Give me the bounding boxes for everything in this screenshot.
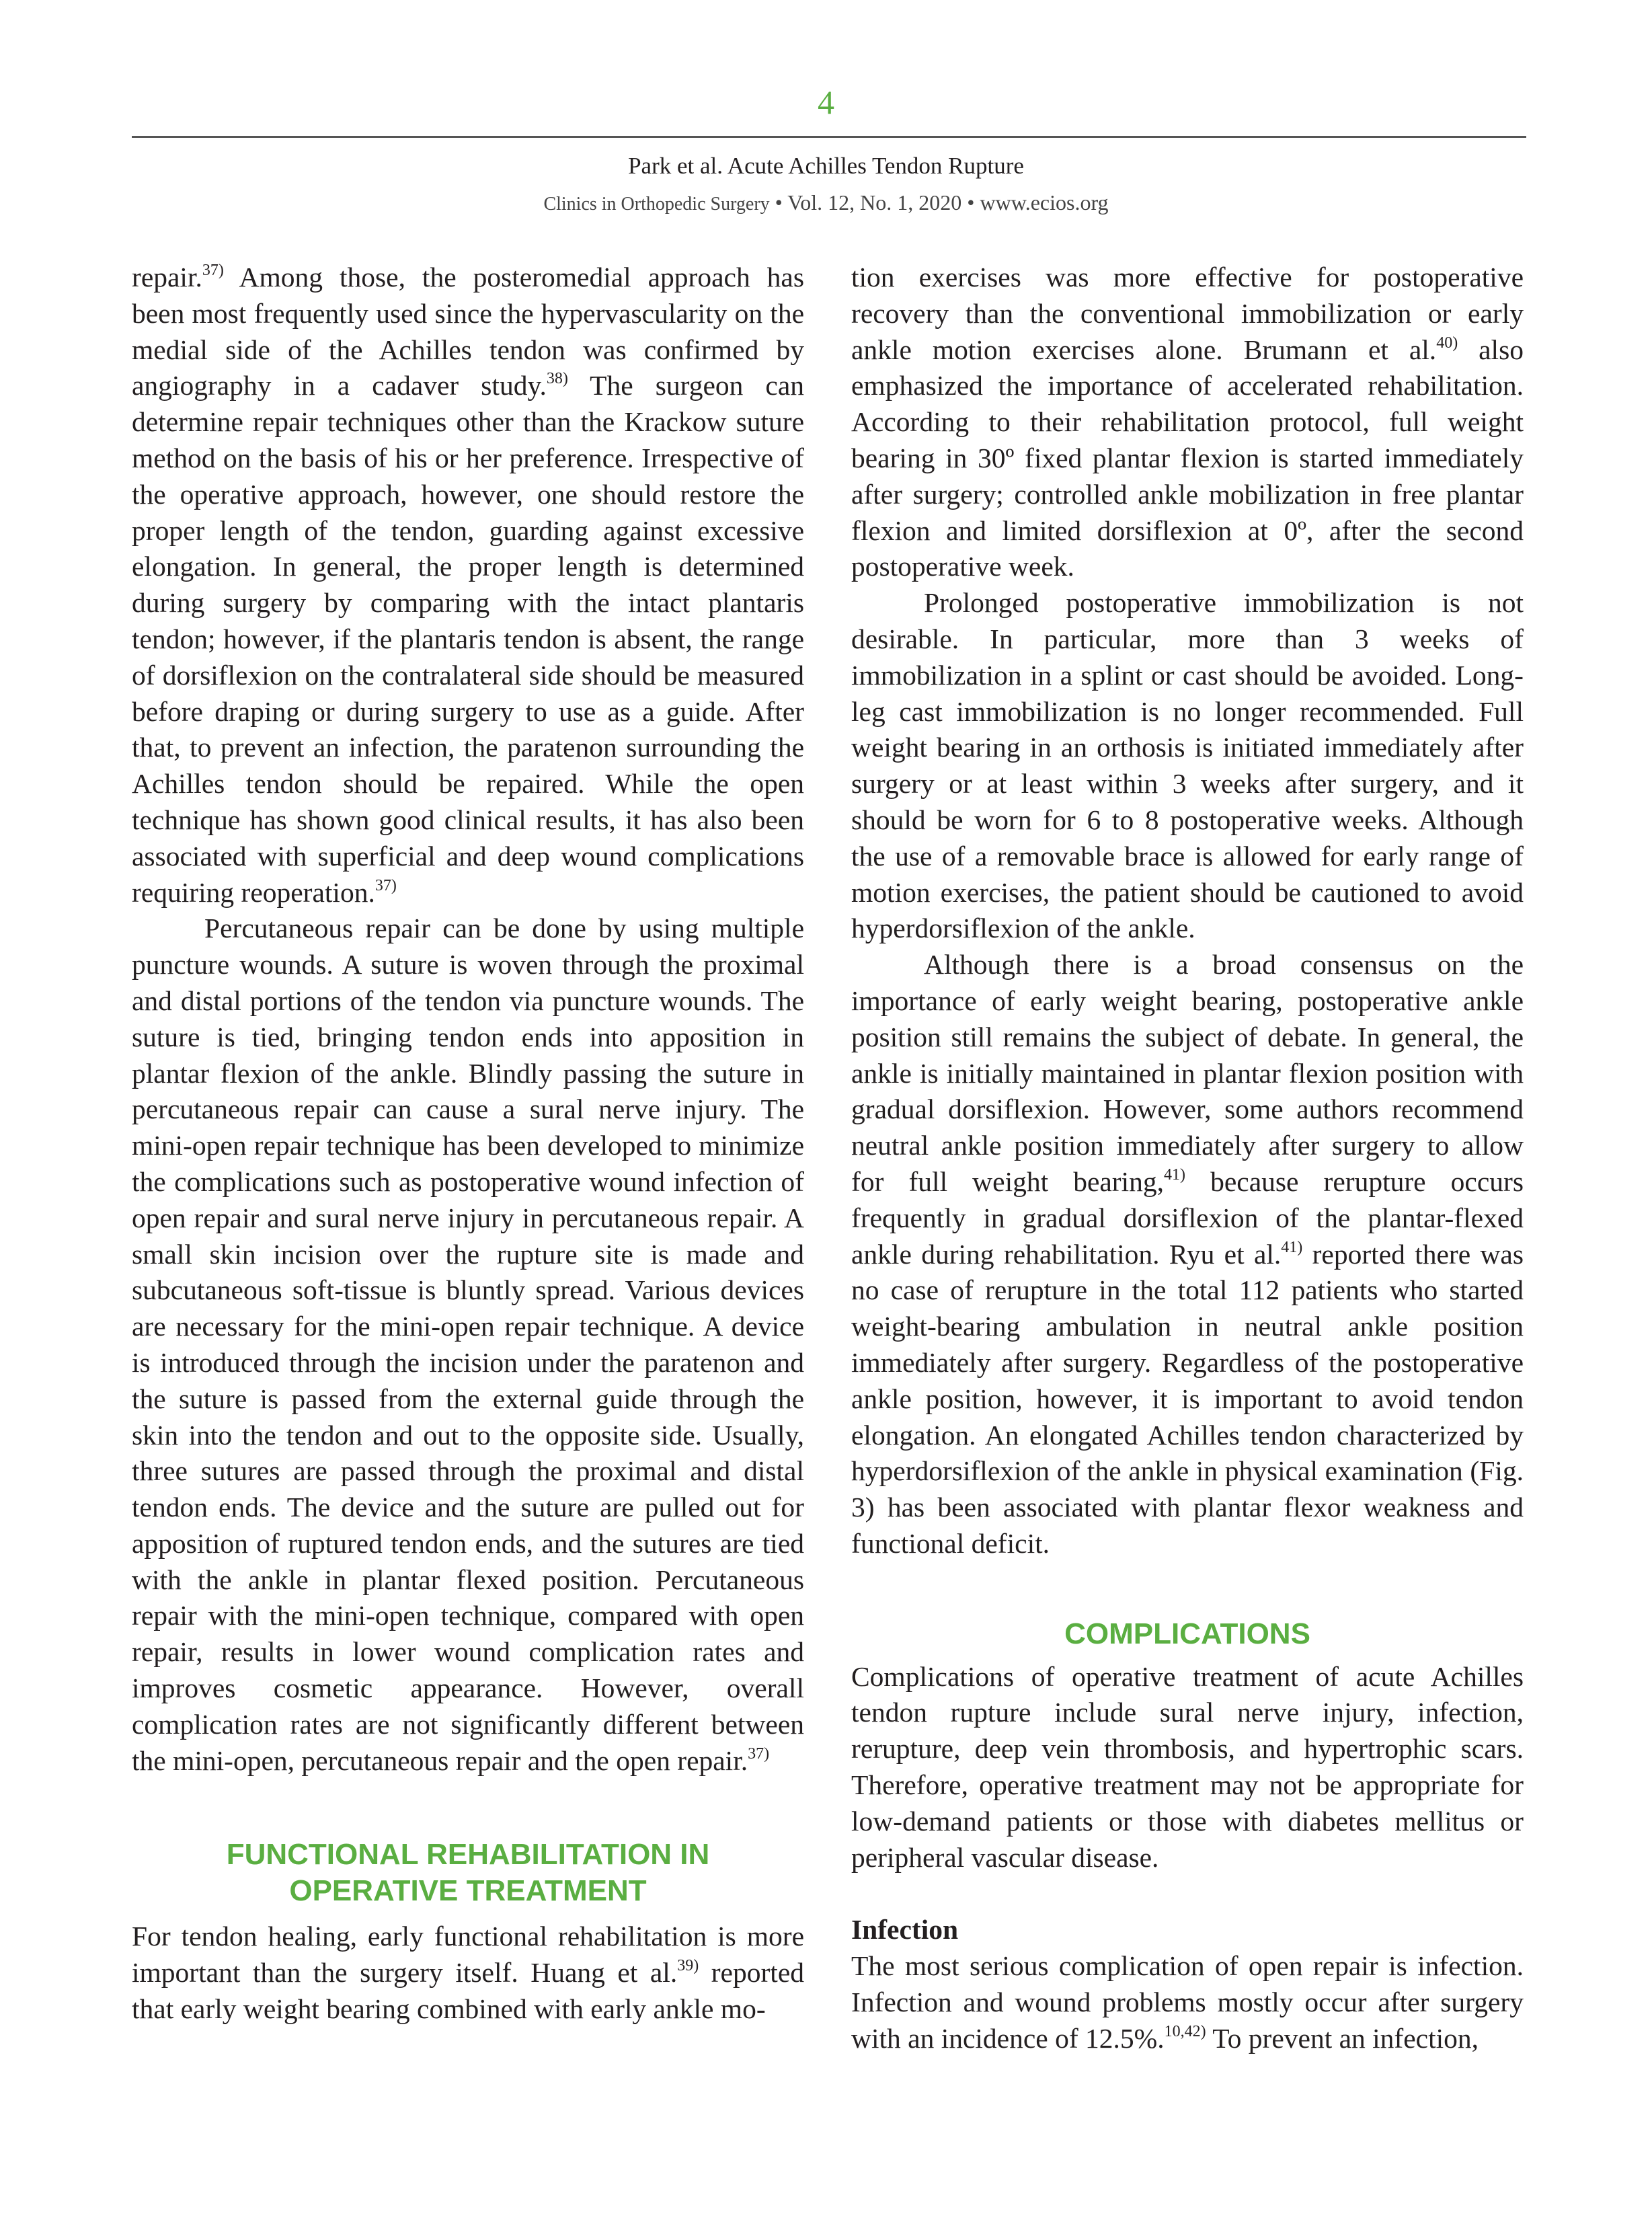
paragraph [851, 1948, 1524, 2056]
paragraph-text: To prevent an infection, [1206, 2022, 1479, 2054]
journal-line [0, 186, 1652, 221]
citation: 37) [375, 876, 397, 894]
journal-name: Clinics in Orthopedic Surgery [543, 194, 770, 215]
citation: 37) [748, 1744, 770, 1763]
right-column [851, 260, 1524, 2057]
citation: 40) [1436, 334, 1458, 352]
paragraph-text: also emphasized the importance of accelerated rehabilitation. According to their rehabilitation protocol, full weight bearing in 30º fixed plantar flexion is started immediately after surgery; controlled ankle mobilization in free plantar flexion and limited dorsiflexion at 0º, after the second postoperative week. [851, 334, 1524, 582]
page-number: 4 [818, 83, 834, 121]
journal-details: • Vol. 12, No. 1, 2020 • www.ecios.org [769, 190, 1109, 215]
paragraph-text: Complications of operative treatment of acute Achilles tendon rupture include sural nerve injury, infection, rerupture, deep vein thrombosis, and hypertrophic scars. Therefore, operative treatment may not be appropriate for low-demand patients or those with diabetes mellitus or peripheral vascular disease. [851, 1660, 1524, 1873]
paragraph [132, 1919, 804, 2027]
sub-heading: Infection [851, 1914, 959, 1946]
section-heading: COMPLICATIONS [1064, 1617, 1310, 1650]
citation: 41) [1281, 1238, 1303, 1256]
paragraph-text: The surgeon can determine repair techniques other than the Krackow suture method on the basis of his or her preference. Irrespective of the operative approach, however, one should restore the proper length of the tendon, guarding against excessive elongation. In general, the proper length is determined during surgery by comparing with the intact plantaris tendon; however, if the plantaris tendon is absent, the range of dorsiflexion on the contralateral side should be measured before draping or during surgery to use as a guide. After that, to prevent an infection, the paratenon surrounding the Achilles tendon should be repaired. While the open technique has shown good clinical results, it has also been associated with superficial and deep wound complications requiring reoperation. [132, 370, 804, 908]
paragraph-text: reported that early weight bearing combined with early ankle mo- [132, 1957, 804, 2025]
paragraph-text: The most serious complication of open repair is infection. Infection and wound problems mostly occur after surgery with an incidence of 12.5%. [851, 1950, 1524, 2054]
paragraph-text: Although there is a broad consensus on the importance of early weight bearing, postoperative ankle position still remains the subject of debate. In general, the ankle is initially maintained in plantar flexion position with gradual dorsiflexion. However, some authors recommend neutral ankle position immediately after surgery to allow for full weight bearing, [851, 949, 1524, 1197]
paragraph [132, 911, 804, 1779]
paragraph [851, 1659, 1524, 1876]
paragraph [851, 260, 1524, 585]
paragraph-text: because rerupture occurs frequently in gradual dorsiflexion of the plantar-flexed ankle during rehabilitation. Ryu et al. [851, 1165, 1524, 1270]
citation: 10,42) [1164, 2022, 1206, 2040]
section-heading: FUNCTIONAL REHABILITATION IN OPERATIVE TREATMENT [226, 1838, 710, 1908]
citation: 41) [1164, 1165, 1186, 1184]
header-rule [132, 136, 1526, 138]
paragraph-text: Among those, the posteromedial approach has been most frequently used since the hypervascularity on the medial side of the Achilles tendon was confirmed by angiography in a cadaver study. [132, 262, 804, 401]
paragraph-text: tion exercises was more effective for postoperative recovery than the conventional immobilization or early ankle motion exercises alone. Brumann et al. [851, 262, 1524, 365]
citation: 38) [546, 370, 568, 388]
citation: 37) [202, 262, 224, 279]
paragraph [851, 947, 1524, 1562]
left-column [132, 260, 804, 2028]
paragraph [132, 260, 804, 911]
paragraph-text: For tendon healing, early functional rehabilitation is more important than the surgery itself. Huang et al. [132, 1921, 804, 1989]
paragraph-text: Percutaneous repair can be done by using multiple puncture wounds. A suture is woven through the proximal and distal portions of the tendon via puncture wounds. The suture is tied, bringing tendon ends into apposition in plantar flexion of the ankle. Blindly passing the suture in percutaneous repair can cause a sural nerve injury. The mini-open repair technique has been developed to minimize the complications such as postoperative wound infection of open repair and sural nerve injury in percutaneous repair. A small skin incision over the rupture site is made and subcutaneous soft-tissue is bluntly spread. Various devices are necessary for the mini-open repair technique. A device is introduced through the incision under the paratenon and the suture is passed from the external guide through the skin into the tendon and out to the opposite side. Usually, three sutures are passed through the proximal and distal tendon ends. The device and the suture are pulled out for apposition of ruptured tendon ends, and the sutures are tied with the ankle in plantar flexed position. Percutaneous repair with the mini-open technique, compared with open repair, results in lower wound complication rates and improves cosmetic appearance. However, overall complication rates are not significantly different between the mini-open, percutaneous repair and the open repair. [132, 913, 804, 1776]
paragraph-text: reported there was no case of rerupture in the total 112 patients who started weight-bearing ambulation in neutral ankle position immediately after surgery. Regardless of the postoperative ankle position, however, it is important to avoid tendon elongation. An elongated Achilles tendon characterized by hyperdorsiflexion of the ankle in physical examination (Fig. 3) has been associated with plantar flexor weakness and functional deficit. [851, 1238, 1524, 1559]
running-title: Park et al. Acute Achilles Tendon Rupture [628, 153, 1024, 179]
paragraph-text: repair. [132, 262, 202, 293]
paragraph [851, 585, 1524, 947]
paragraph-text: Prolonged postoperative immobilization is not desirable. In particular, more than 3 weeks of immobilization in a splint or cast should be avoided. Long-leg cast immobilization is no longer recommended. Full weight bearing in an orthosis is initiated immediately after surgery or at least within 3 weeks after surgery, and it should be worn for 6 to 8 postoperative weeks. Although the use of a removable brace is allowed for early range of motion exercises, the patient should be cautioned to avoid hyperdorsiflexion of the ankle. [851, 587, 1524, 944]
citation: 39) [677, 1957, 699, 1975]
